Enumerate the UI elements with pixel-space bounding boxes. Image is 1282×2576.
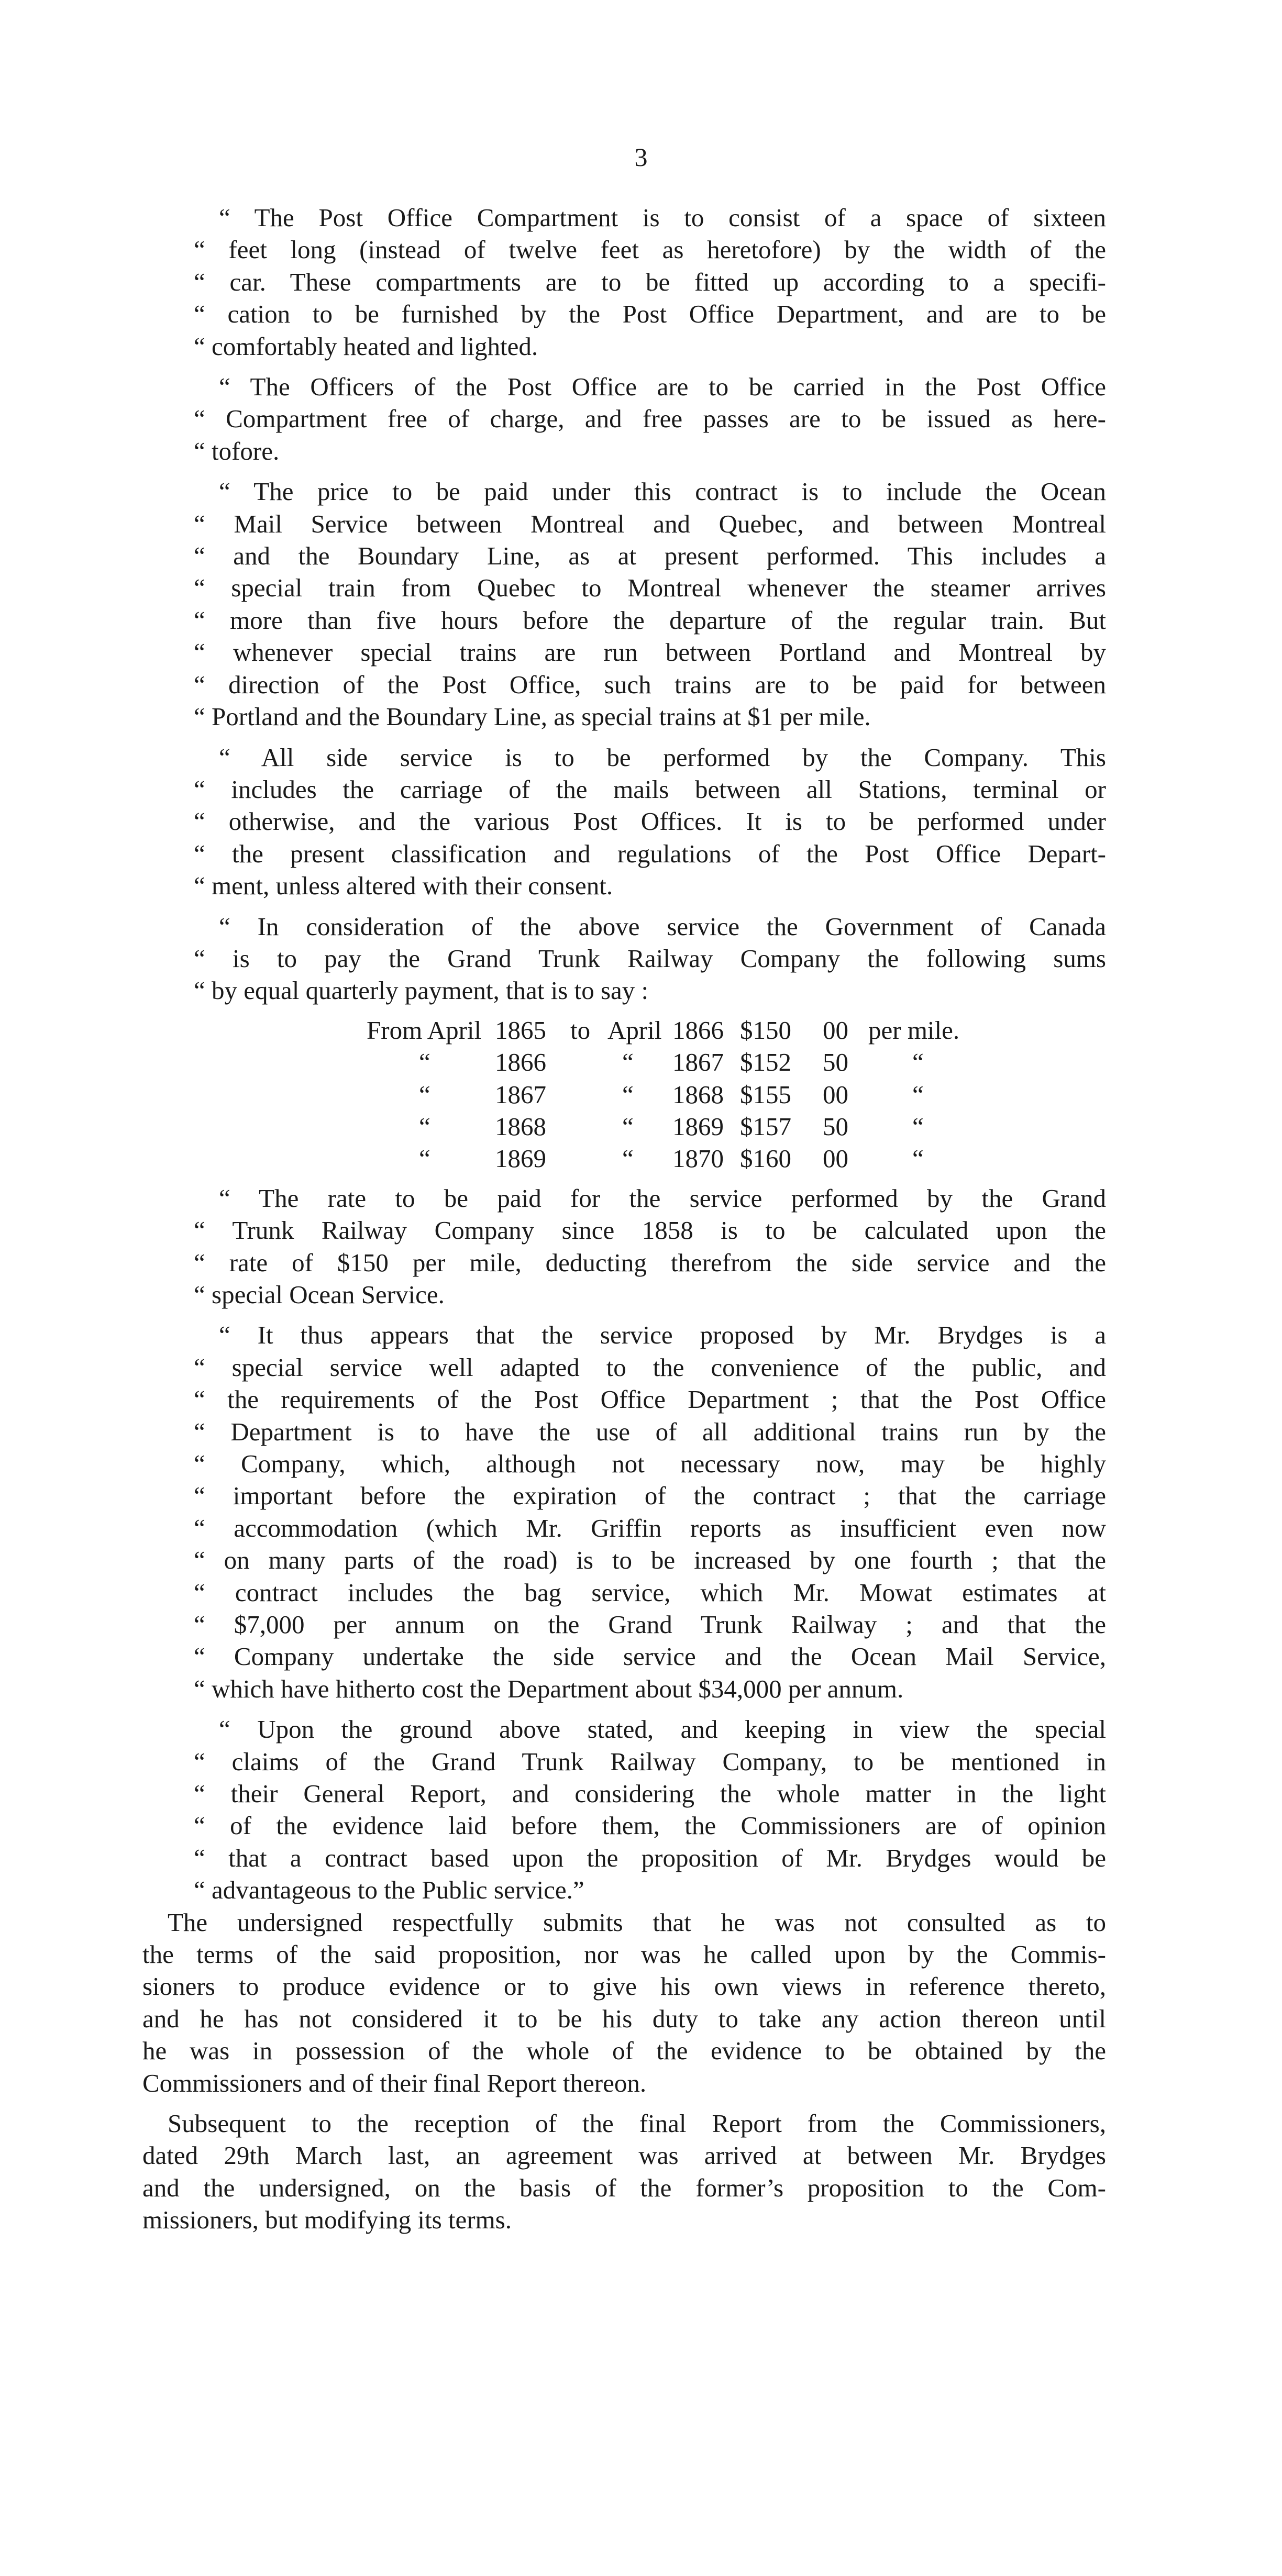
text-line: and the undersigned, on the basis of the former’s proposition to the Com-	[142, 2173, 1106, 2202]
table-row	[194, 1046, 1106, 1078]
text-line: “ car. These compartments are to be fitted up according to a specifi-	[194, 267, 1106, 296]
text-line: “ comfortably heated and lighted.	[194, 331, 538, 361]
text-line: “ Compartment free of charge, and free passes are to be issued as here-	[194, 404, 1106, 434]
ditto-mark: “	[419, 1144, 430, 1173]
text-line: “ Trunk Railway Company since 1858 is to be calculated upon the	[194, 1216, 1106, 1245]
text-line: “ special train from Quebec to Montreal whenever the steamer arrives	[194, 573, 1106, 603]
text-line: “ feet long (instead of twelve feet as heretofore) by the width of the	[194, 235, 1106, 264]
ditto-mark: “	[912, 1144, 924, 1173]
paragraph-service-proposed	[194, 1319, 1106, 1705]
ditto-mark: “	[419, 1080, 430, 1109]
text-line: “ special service well adapted to the convenience of the public, and	[194, 1352, 1106, 1382]
text-line: “ the requirements of the Post Office Department ; that the Post Office	[194, 1385, 1106, 1414]
text-line: “ The Officers of the Post Office are to be carried in the Post Office	[219, 372, 1106, 402]
table-row	[194, 1142, 1106, 1174]
text-line: “ and the Boundary Line, as at present performed. This includes a	[194, 541, 1106, 571]
ditto-mark: “	[419, 1048, 430, 1077]
year-to: 1866	[672, 1015, 724, 1045]
text-line: “ claims of the Grand Trunk Railway Company, to be mentioned in	[194, 1747, 1106, 1776]
text-line: “ more than five hours before the departure of the regular train. But	[194, 605, 1106, 635]
year-from: 1865	[495, 1015, 546, 1045]
text-line: “ that a contract based upon the proposition of Mr. Brydges would be	[194, 1843, 1106, 1872]
text-line: “ Portland and the Boundary Line, as special trains at $1 per mile.	[194, 702, 871, 731]
table-row	[194, 1014, 1106, 1046]
year-to: 1869	[672, 1112, 724, 1141]
text-line: “ Upon the ground above stated, and keeping in view the special	[219, 1715, 1106, 1744]
ditto-mark: “	[622, 1144, 634, 1173]
text-line: “ includes the carriage of the mails between all Stations, terminal or	[194, 774, 1106, 804]
text-line: he was in possession of the whole of the evidence to be obtained by the	[142, 2036, 1106, 2066]
ditto-mark: “	[622, 1048, 634, 1077]
amount-cents: 00	[823, 1015, 848, 1045]
amount-cents: 00	[823, 1144, 848, 1173]
paragraph-subsequent-agreement	[142, 2107, 1106, 2236]
text-line: Commissioners and of their final Report thereon.	[142, 2068, 647, 2097]
year-from: 1866	[495, 1048, 546, 1077]
text-line: “ which have hitherto cost the Department about $34,000 per annum.	[194, 1674, 904, 1703]
year-to: 1867	[672, 1048, 724, 1077]
amount-cents: 50	[823, 1112, 848, 1141]
paragraph-ground-above-stated	[194, 1713, 1106, 1906]
paragraph-undersigned-submits	[142, 1906, 1106, 2099]
text-line: “ All side service is to be performed by the Company. This	[219, 742, 1106, 772]
text-line: “ their General Report, and considering the whole matter in the light	[194, 1779, 1106, 1808]
text-line: dated 29th March last, an agreement was arrived at between Mr. Brydges	[142, 2141, 1106, 2170]
text-line: “ whenever special trains are run between Portland and Montreal by	[194, 638, 1106, 667]
text-line: “ The rate to be paid for the service performed by the Grand	[219, 1183, 1106, 1213]
paragraph-side-service	[194, 741, 1106, 902]
from-label: From April	[367, 1015, 482, 1045]
text-line: “ direction of the Post Office, such trains are to be paid for between	[194, 670, 1106, 699]
text-line: “ tofore.	[194, 436, 280, 465]
year-to: 1870	[672, 1144, 724, 1173]
amount-cents: 50	[823, 1048, 848, 1077]
text-line: missioners, but modifying its terms.	[142, 2205, 512, 2235]
text-line: “ Company, which, although not necessary now, may be highly	[194, 1449, 1106, 1478]
amount-dollars: $150	[740, 1015, 791, 1045]
to-label: to	[570, 1015, 591, 1045]
text-line: “ rate of $150 per mile, deducting therefrom the side service and the	[194, 1248, 1106, 1277]
text-line: “ of the evidence laid before them, the Commissioners are of opinion	[194, 1811, 1106, 1840]
text-line: “ It thus appears that the service proposed by Mr. Brydges is a	[219, 1320, 1106, 1350]
text-line: “ Company undertake the side service and the Ocean Mail Service,	[194, 1642, 1106, 1671]
page-content	[142, 202, 1106, 2236]
ditto-mark: “	[912, 1048, 924, 1077]
text-line: “ In consideration of the above service the Government of Canada	[219, 912, 1106, 941]
per-mile-label: per mile.	[868, 1015, 960, 1045]
ditto-mark: “	[622, 1080, 634, 1109]
text-line: “ cation to be furnished by the Post Office Department, and are to be	[194, 299, 1106, 329]
quoted-report-section	[194, 202, 1106, 1906]
amount-dollars: $155	[740, 1080, 791, 1109]
text-line: “ ment, unless altered with their consent.	[194, 871, 613, 901]
text-line: “ is to pay the Grand Trunk Railway Company the following sums	[194, 943, 1106, 973]
paragraph-post-office-compartment	[194, 202, 1106, 362]
text-line: “ Mail Service between Montreal and Quebec, and between Montreal	[194, 509, 1106, 538]
text-line: “ The price to be paid under this contract is to include the Ocean	[219, 477, 1106, 506]
paragraph-price-ocean-mail	[194, 475, 1106, 732]
text-line: “ The Post Office Compartment is to consist of a space of sixteen	[219, 203, 1106, 232]
text-line: “ on many parts of the road) is to be increased by one fourth ; that the	[194, 1546, 1106, 1575]
text-line: “ by equal quarterly payment, that is to say :	[194, 976, 649, 1005]
year-from: 1869	[495, 1144, 546, 1173]
april-label: April	[607, 1015, 662, 1045]
text-line: and he has not considered it to be his duty to take any action thereon until	[142, 2004, 1106, 2033]
table-row	[194, 1079, 1106, 1111]
text-line: The undersigned respectfully submits that he was not consulted as to	[168, 1907, 1106, 1937]
text-line: “ accommodation (which Mr. Griffin reports as insufficient even now	[194, 1513, 1106, 1542]
text-line: “ the present classification and regulations of the Post Office Depart-	[194, 839, 1106, 868]
paragraph-rate-since-1858	[194, 1182, 1106, 1311]
text-line: “ advantageous to the Public service.”	[194, 1875, 584, 1905]
ditto-mark: “	[912, 1080, 924, 1109]
text-line: “ $7,000 per annum on the Grand Trunk Railway ; and that the	[194, 1609, 1106, 1639]
text-line: “ Department is to have the use of all additional trains run by the	[194, 1417, 1106, 1446]
text-line: sioners to produce evidence or to give his own views in reference thereto,	[142, 1972, 1106, 2001]
amount-dollars: $157	[740, 1112, 791, 1141]
ditto-mark: “	[912, 1112, 924, 1141]
year-from: 1867	[495, 1080, 546, 1109]
table-row	[194, 1111, 1106, 1142]
amount-dollars: $160	[740, 1144, 791, 1173]
year-from: 1868	[495, 1112, 546, 1141]
rate-schedule-table	[194, 1014, 1106, 1175]
text-line: “ special Ocean Service.	[194, 1280, 445, 1309]
amount-dollars: $152	[740, 1048, 791, 1077]
text-line: “ otherwise, and the various Post Offices. It is to be performed under	[194, 807, 1106, 836]
ditto-mark: “	[419, 1112, 430, 1141]
page-number: 3	[634, 142, 648, 172]
year-to: 1868	[672, 1080, 724, 1109]
text-line: “ important before the expiration of the contract ; that the carriage	[194, 1481, 1106, 1511]
paragraph-consideration	[194, 911, 1106, 1007]
body-section	[142, 1906, 1106, 2236]
ditto-mark: “	[622, 1112, 634, 1141]
text-line: the terms of the said proposition, nor was he called upon by the Commis-	[142, 1940, 1106, 1969]
text-line: Subsequent to the reception of the final Report from the Commissioners,	[168, 2109, 1106, 2138]
paragraph-officers-carried	[194, 371, 1106, 467]
text-line: “ contract includes the bag service, which Mr. Mowat estimates at	[194, 1578, 1106, 1607]
amount-cents: 00	[823, 1080, 848, 1109]
